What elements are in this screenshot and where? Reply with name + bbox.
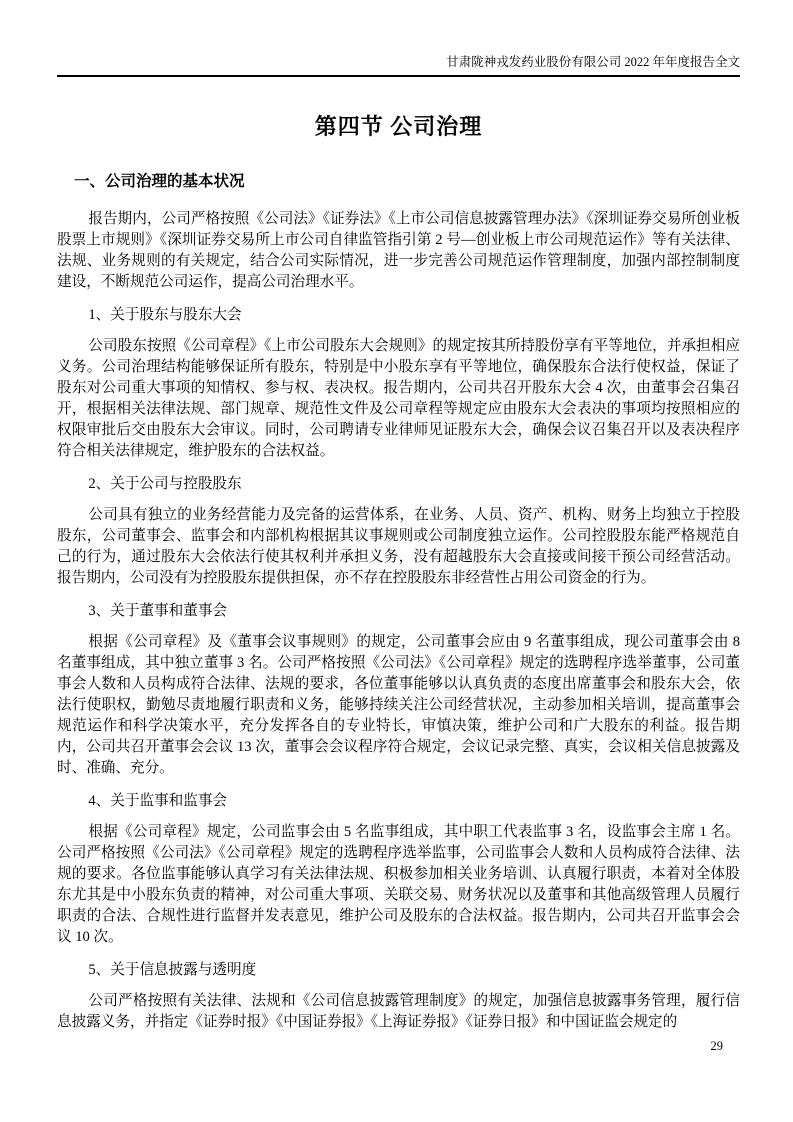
body-paragraph: 根据《公司章程》规定，公司监事会由 5 名监事组成，其中职工代表监事 3 名，设监事会主席 1 名。公司严格按照《公司法》《公司章程》规定的选聘程序选举监事，公司监事会人数和人员构成符合法律、法规的要求。各位监事能够认真学习有关法律法规、积极参加相关业务培训、认真履行职责，本着对全体股东尤其是中小股东负责的精神，对公司重大事项、关联交易、财务状况以及董事和其他高级管理人员履行职责的合法、合规性进行监督并发表意见，维护公司及股东的合法权益。报告期内，公司共召开监事会会议 10 次。 [57, 824, 740, 945]
sub-heading: 5、关于信息披露与透明度 [88, 962, 257, 978]
sub-heading: 2、关于公司与控股股东 [88, 476, 242, 492]
sub-heading: 4、关于监事和监事会 [88, 793, 228, 809]
header-title: 甘肃陇神戎发药业股份有限公司 2022 年年度报告全文 [446, 55, 740, 69]
body-blocks [57, 209, 740, 1033]
section-heading: 一、公司治理的基本状况 [74, 173, 245, 190]
sub-heading: 1、关于股东与股东大会 [88, 307, 242, 323]
page-number: 29 [710, 1039, 723, 1053]
page-title: 第四节 公司治理 [314, 114, 483, 139]
body-paragraph: 公司具有独立的业务经营能力及完备的运营体系，在业务、人员、资产、机构、财务上均独立于控股股东，公司董事会、监事会和内部机构根据其议事规则或公司制度独立运作。公司控股股东能严格规范自己的行为，通过股东大会依法行使其权利并承担义务，没有超越股东大会直接或间接干预公司经营活动。报告期内，公司没有为控股股东提供担保，亦不存在控股股东非经营性占用公司资金的行为。 [57, 507, 740, 586]
body-paragraph: 报告期内，公司严格按照《公司法》《证券法》《上市公司信息披露管理办法》《深圳证券交易所创业板股票上市规则》《深圳证券交易所上市公司自律监管指引第 2 号—创业板上市公司规范运作》等有关法律、法规、业务规则的有关规定，结合公司实际情况，进一步完善公司规范运作管理制度，加强内部控制制度建设，不断规范公司运作，提高公司治理水平。 [57, 211, 740, 290]
body-paragraph: 公司股东按照《公司章程》《上市公司股东大会规则》的规定按其所持股份享有平等地位，并承担相应义务。公司治理结构能够保证所有股东，特别是中小股东享有平等地位，确保股东合法行使权益，保证了股东对公司重大事项的知情权、参与权、表决权。报告期内，公司共召开股东大会 4 次，由董事会召集召开，根据相关法律法规、部门规章、规范性文件及公司章程等规定应由股东大会表决的事项均按照相应的权限审批后交由股东大会审议。同时，公司聘请专业律师见证股东大会，确保会议召集召开以及表决程序符合相关法律规定，维护股东的合法权益。 [57, 338, 740, 459]
document-content [57, 0, 740, 1042]
body-paragraph: 公司严格按照有关法律、法规和《公司信息披露管理制度》的规定，加强信息披露事务管理，履行信息披露义务，并指定《证券时报》《中国证券报》《上海证券报》《证券日报》和中国证监会规定的 [57, 993, 740, 1030]
body-paragraph: 根据《公司章程》及《董事会议事规则》的规定，公司董事会应由 9 名董事组成，现公司董事会由 8 名董事组成，其中独立董事 3 名。公司严格按照《公司法》《公司章程》规定的选聘程序选举董事，公司董事会人数和人员构成符合法律、法规的要求，各位董事能够以认真负责的态度出席董事会和股东大会，依法行使职权，勤勉尽责地履行职责和义务，能够持续关注公司经营状况，主动参加相关培训，提高董事会规范运作和科学决策水平，充分发挥各自的专业特长，审慎决策，维护公司和广大股东的利益。报告期内，公司共召开董事会会议 13 次，董事会会议程序符合规定，会议记录完整、真实，会议相关信息披露及时、准确、充分。 [57, 634, 740, 776]
sub-heading: 3、关于董事和董事会 [88, 603, 228, 619]
